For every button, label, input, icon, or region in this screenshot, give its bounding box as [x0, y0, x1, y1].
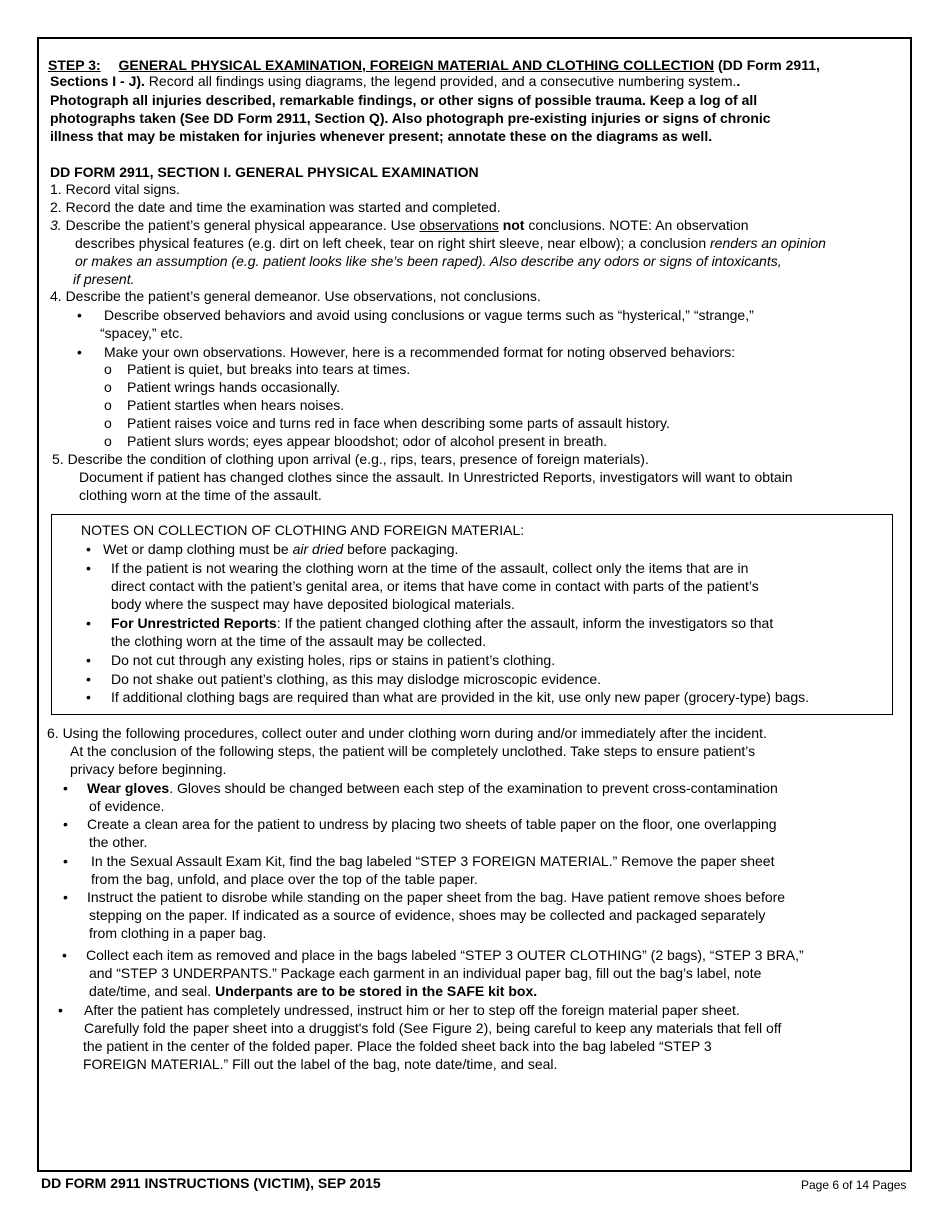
step-6-line4: FOREIGN MATERIAL.” Fill out the label of the bag, note date/time, and seal. — [83, 1056, 558, 1072]
note-2-line1: If the patient is not wearing the clothing worn at the time of the assault, collect only the items that are in — [111, 560, 749, 576]
step-4-marker: • — [63, 889, 68, 905]
item-3-number: 3. — [50, 217, 62, 233]
step-1-line1 — [87, 779, 778, 797]
note-5-marker: • — [86, 671, 91, 687]
wear-gloves: Wear gloves — [87, 780, 170, 796]
example-marker-5: o — [104, 433, 112, 449]
note-4-marker: • — [86, 652, 91, 668]
item-3-line4: if present. — [73, 271, 135, 287]
note-6-marker: • — [86, 689, 91, 705]
step3-photo-line1: Photograph all injuries described, remarkable findings, or other signs of possible trauma. Keep a log of all — [50, 92, 758, 108]
step-5-line2: and “STEP 3 UNDERPANTS.” Package each garment in an individual paper bag, fill out the bag’s label, note — [89, 965, 762, 981]
item-3-text-b: conclusions. NOTE: An observation — [524, 217, 749, 233]
note-1-text-a: Wet or damp clothing must be — [103, 541, 293, 557]
note-3-text: : If the patient changed clothing after the assault, inform the investigators so that — [276, 615, 774, 631]
step-2-line1: Create a clean area for the patient to undress by placing two sheets of table paper on the floor, one overlapping — [87, 816, 777, 832]
example-5: Patient slurs words; eyes appear bloodshot; odor of alcohol present in breath. — [127, 433, 608, 449]
step-1-text: . Gloves should be changed between each step of the examination to prevent cross-contamination — [169, 780, 778, 796]
underpants-note: Underpants are to be stored in the SAFE kit box. — [215, 983, 538, 999]
step3-label: STEP 3: — [48, 57, 101, 73]
step3-line2: Sections I - J). Record all findings using diagrams, the legend provided, and a consecutive numbering system.. — [50, 73, 741, 89]
note-3-line1 — [111, 614, 773, 632]
item-3-not: not — [502, 217, 525, 233]
item-3-line3: or makes an assumption (e.g. patient looks like she’s been raped). Also describe any odors or signs of intoxicants, — [75, 253, 782, 269]
step-5-line3-text: date/time, and seal. — [89, 983, 216, 999]
example-3: Patient startles when hears noises. — [127, 397, 345, 413]
section-i-heading: DD FORM 2911, SECTION I. GENERAL PHYSICAL EXAMINATION — [50, 164, 479, 180]
item-6-line2: At the conclusion of the following steps, the patient will be completely unclothed. Take steps to ensure patient’s — [70, 743, 756, 759]
item-3-text-a: Describe the patient’s general physical appearance. Use — [61, 217, 420, 233]
step-5-line1: Collect each item as removed and place in the bags labeled “STEP 3 OUTER CLOTHING” (2 bags), “STEP 3 BRA,” — [86, 947, 804, 963]
step3-ref: (DD Form 2911, — [717, 57, 820, 73]
item-4-bullet-2: Make your own observations. However, here is a recommended format for noting observed behaviors: — [104, 344, 736, 360]
step-6-line3: the patient in the center of the folded paper. Place the folded sheet back into the bag labeled “STEP 3 — [83, 1038, 712, 1054]
note-1-text-b: before packaging. — [343, 541, 459, 557]
step-3-marker: • — [63, 853, 68, 869]
note-5: Do not shake out patient’s clothing, as this may dislodge microscopic evidence. — [111, 671, 602, 687]
item-3 — [50, 216, 749, 234]
step-3-line2: from the bag, unfold, and place over the top of the table paper. — [91, 871, 478, 887]
example-4: Patient raises voice and turns red in face when describing some parts of assault history. — [127, 415, 670, 431]
step-4-line3: from clothing in a paper bag. — [89, 925, 267, 941]
step3-sections: Sections I - J). — [50, 73, 145, 89]
note-1-italic: air dried — [292, 541, 344, 557]
step-5-line3 — [89, 982, 537, 1000]
item-1: 1. Record vital signs. — [50, 181, 180, 197]
item-5-line2: Document if patient has changed clothes since the assault. In Unrestricted Reports, investigators will want to obtain — [79, 469, 793, 485]
item-2: 2. Record the date and time the examination was started and completed. — [50, 199, 501, 215]
step-6-line1: After the patient has completely undressed, instruct him or her to step off the foreign material paper sheet. — [84, 1002, 740, 1018]
page-number: Page 6 of 14 Pages — [801, 1178, 907, 1192]
note-3-line2: the clothing worn at the time of the assault may be collected. — [111, 633, 487, 649]
step3-photo-line3: illness that may be mistaken for injuries whenever present; annotate these on the diagrams as well. — [50, 128, 713, 144]
step-3-line1: In the Sexual Assault Exam Kit, find the bag labeled “STEP 3 FOREIGN MATERIAL.” Remove the paper sheet — [91, 853, 775, 869]
note-2-line3: body where the suspect may have deposited biological materials. — [111, 596, 515, 612]
notes-title: NOTES ON COLLECTION OF CLOTHING AND FOREIGN MATERIAL: — [81, 522, 525, 538]
step-1-line2: of evidence. — [89, 798, 165, 814]
note-2-line2: direct contact with the patient’s genital area, or items that have come in contact with parts of the patient’s — [111, 578, 759, 594]
item-5-line1: 5. Describe the condition of clothing upon arrival (e.g., rips, tears, presence of foreign materials). — [52, 451, 649, 467]
step3-title: GENERAL PHYSICAL EXAMINATION, FOREIGN MATERIAL AND CLOTHING COLLECTION — [118, 57, 715, 73]
example-marker-1: o — [104, 361, 112, 377]
item-3-line2-text: describes physical features (e.g. dirt on left cheek, tear on right shirt sleeve, near elbow); a conclusion — [75, 235, 710, 251]
step-1-marker: • — [63, 780, 68, 796]
note-2-marker: • — [86, 560, 91, 576]
example-marker-4: o — [104, 415, 112, 431]
note-6: If additional clothing bags are required than what are provided in the kit, use only new paper (grocery-type) bags. — [111, 689, 810, 705]
note-3-marker: • — [86, 615, 91, 631]
item-6-line1: 6. Using the following procedures, collect outer and under clothing worn during and/or immediately after the incident. — [47, 725, 767, 741]
step-4-line2: stepping on the paper. If indicated as a source of evidence, shoes may be collected and packaged separately — [89, 907, 766, 923]
item-6-line3: privacy before beginning. — [70, 761, 227, 777]
note-1 — [103, 540, 458, 558]
example-2: Patient wrings hands occasionally. — [127, 379, 340, 395]
example-marker-3: o — [104, 397, 112, 413]
step3-photo-line2: photographs taken (See DD Form 2911, Section Q). Also photograph pre-existing injuries or signs of chronic — [50, 110, 771, 126]
item-4-bullet-2-marker: • — [77, 344, 82, 360]
example-marker-2: o — [104, 379, 112, 395]
item-4: 4. Describe the patient’s general demeanor. Use observations, not conclusions. — [50, 288, 541, 304]
note-1-marker: • — [86, 541, 91, 557]
example-1: Patient is quiet, but breaks into tears at times. — [127, 361, 411, 377]
step-5-marker: • — [62, 947, 67, 963]
item-3-observations: observations — [419, 217, 499, 233]
step-2-marker: • — [63, 816, 68, 832]
step-2-line2: the other. — [89, 834, 148, 850]
step3-record-text: Record all findings using diagrams, the legend provided, and a consecutive numbering system. — [144, 73, 737, 89]
item-4-bullet-1-line2: “spacey,” etc. — [100, 325, 183, 341]
form-footer: DD FORM 2911 INSTRUCTIONS (VICTIM), SEP 2015 — [41, 1175, 381, 1191]
item-3-line2-italic: renders an opinion — [710, 235, 826, 251]
note-4: Do not cut through any existing holes, rips or stains in patient’s clothing. — [111, 652, 556, 668]
item-3-line2 — [75, 234, 826, 252]
item-5-line3: clothing worn at the time of the assault. — [79, 487, 322, 503]
item-4-bullet-1-line1: Describe observed behaviors and avoid using conclusions or vague terms such as “hysterical,” “strange,” — [104, 307, 754, 323]
note-3-bold: For Unrestricted Reports — [111, 615, 277, 631]
item-4-bullet-1-marker: • — [77, 307, 82, 323]
step-4-line1: Instruct the patient to disrobe while standing on the paper sheet from the bag. Have patient remove shoes before — [87, 889, 786, 905]
step-6-line2: Carefully fold the paper sheet into a druggist's fold (See Figure 2), being careful to keep any materials that fell off — [84, 1020, 782, 1036]
step-6-marker: • — [58, 1002, 63, 1018]
